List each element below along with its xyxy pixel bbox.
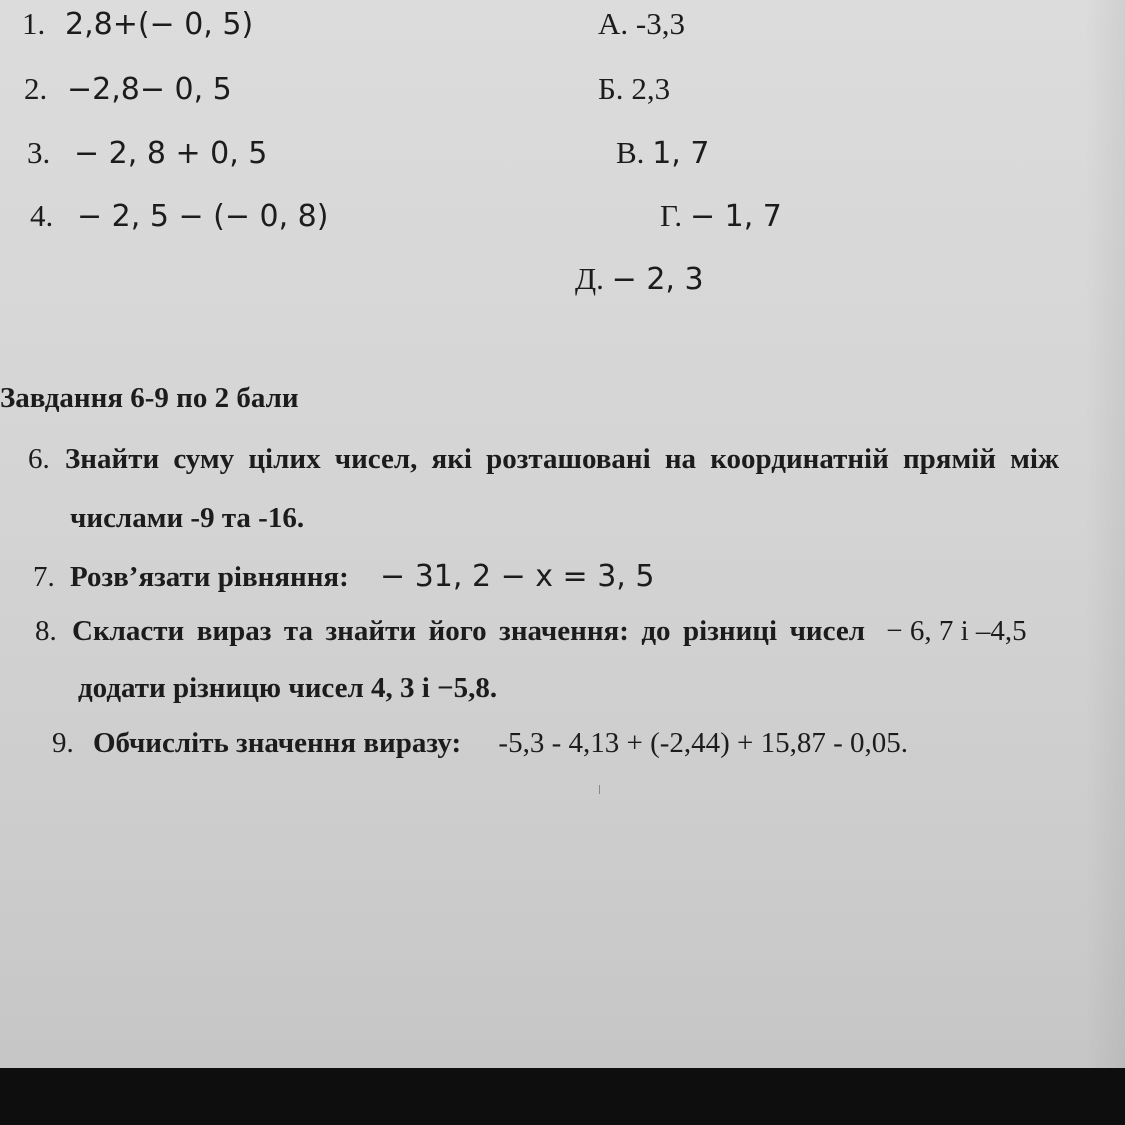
screen-bezel bbox=[0, 1068, 1125, 1125]
option-value: − 2, 3 bbox=[611, 262, 704, 297]
task-number: 7. bbox=[33, 561, 55, 593]
task-7 bbox=[33, 559, 654, 594]
answer-option-v bbox=[616, 135, 709, 171]
task-text-line2: додати різницю чисел 4, 3 і −5,8. bbox=[78, 672, 498, 704]
task-text-line1: Знайти суму цілих чисел, які розташовані на координатній прямій між bbox=[65, 443, 1059, 475]
item-number: 3. bbox=[27, 135, 51, 170]
task-text-line2: числами -9 та -16. bbox=[70, 502, 305, 534]
option-label: А. bbox=[598, 6, 629, 41]
matching-item-2 bbox=[24, 71, 232, 107]
task-numbers: − 6, 7 і –4,5 bbox=[886, 615, 1027, 647]
item-number: 4. bbox=[30, 198, 54, 233]
option-value: -3,3 bbox=[635, 6, 685, 41]
task-number: 8. bbox=[35, 615, 57, 647]
task-text: Обчисліть значення виразу: bbox=[93, 727, 462, 759]
option-label: Г. bbox=[660, 198, 683, 233]
item-number: 1. bbox=[22, 6, 46, 41]
task-8 bbox=[35, 615, 1055, 648]
option-value: 1, 7 bbox=[652, 136, 710, 171]
task-8-continued bbox=[78, 672, 497, 705]
answer-option-a bbox=[598, 6, 685, 42]
task-number: 9. bbox=[52, 727, 74, 759]
option-label: Д. bbox=[575, 261, 604, 296]
item-number: 2. bbox=[24, 71, 48, 106]
option-value: − 1, 7 bbox=[689, 199, 782, 234]
answer-option-g bbox=[660, 198, 782, 234]
item-expression: −2,8− 0, 5 bbox=[67, 72, 232, 107]
matching-item-4 bbox=[30, 198, 328, 234]
task-9 bbox=[52, 727, 908, 760]
item-expression: − 2, 5 − (− 0, 8) bbox=[77, 199, 329, 234]
matching-item-3 bbox=[27, 135, 267, 171]
matching-item-1 bbox=[22, 6, 253, 42]
equation: − 31, 2 − x = 3, 5 bbox=[380, 559, 655, 594]
item-expression: − 2, 8 + 0, 5 bbox=[74, 136, 268, 171]
paper-speck bbox=[599, 785, 600, 794]
task-6 bbox=[28, 443, 1064, 476]
option-label: Б. bbox=[598, 71, 624, 106]
task-text-line1: Скласти вираз та знайти його значення: до різниці чисел bbox=[72, 615, 865, 647]
task-number: 6. bbox=[28, 443, 50, 475]
page-edge-shadow bbox=[1085, 0, 1125, 1068]
answer-option-b bbox=[598, 71, 670, 107]
task-6-continued bbox=[70, 502, 304, 535]
section-heading: Завдання 6-9 по 2 бали bbox=[0, 382, 299, 414]
answer-option-d bbox=[575, 261, 704, 297]
option-label: В. bbox=[616, 135, 645, 170]
option-value: 2,3 bbox=[631, 71, 671, 106]
task-text: Розв’язати рівняння: bbox=[70, 561, 349, 593]
item-expression: 2,8+(− 0, 5) bbox=[65, 7, 254, 42]
expression: -5,3 - 4,13 + (-2,44) + 15,87 - 0,05. bbox=[498, 727, 909, 759]
